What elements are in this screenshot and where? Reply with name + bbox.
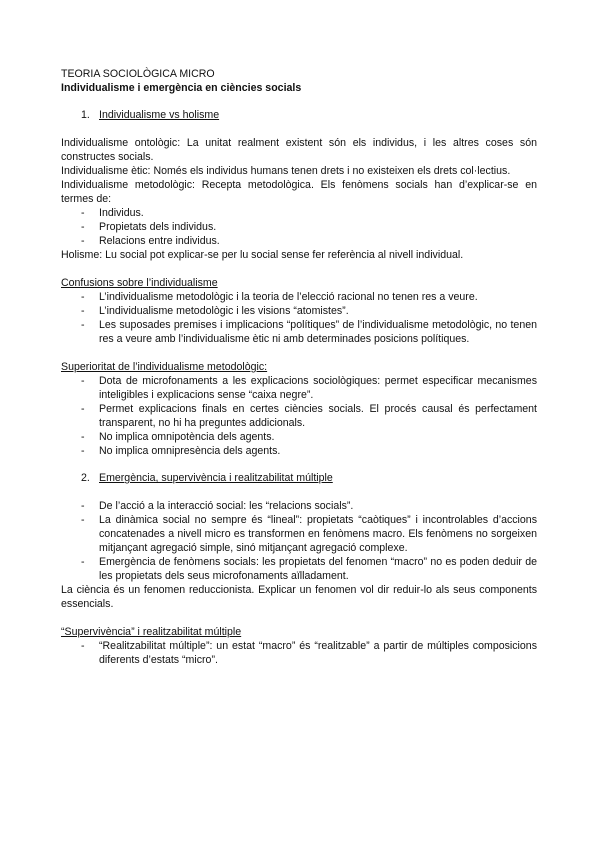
realitzabilitat-list <box>61 639 537 667</box>
list-item: - Dota de microfonaments a les explicacions sociològiques: permet especificar mecanismes inteligibles i explicacions sense “caixa negre”. <box>61 374 537 402</box>
list-item: - No implica omnipotència dels agents. <box>61 430 537 444</box>
confusions-list <box>61 290 537 346</box>
section-1-number: 1. <box>81 109 90 121</box>
document-subtitle: Individualisme i emergència en ciències socials <box>61 82 302 94</box>
list-item: - Relacions entre individus. <box>61 234 537 248</box>
list-item: - L’individualisme metodològic i les visions “atomistes”. <box>61 304 537 318</box>
metodologic-list <box>61 206 537 248</box>
list-item: - De l’acció a la interacció social: les “relacions socials”. <box>61 499 537 513</box>
list-item: - Propietats dels individus. <box>61 220 537 234</box>
list-item: - La dinàmica social no sempre és “lineal”: propietats “caòtiques” i incontrolables d’accions concatenades a nivell micro es transformen en fenòmens macro. Els fenòmens no sorgeixen mitjançant agregació simple, sinó mitjançant agregació complexe. <box>61 513 537 555</box>
section-2-number: 2. <box>81 472 90 484</box>
confusions-heading: Confusions sobre l’individualisme <box>61 277 218 289</box>
list-item: - Les suposades premises i implicacions “polítiques” de l’individualisme metodològic, no tenen res a veure amb l’individualisme ètic ni amb determinades posicions polítiques. <box>61 318 537 346</box>
superioritat-heading: Superioritat de l’individualisme metodològic: <box>61 361 268 373</box>
section-2-title: Emergència, supervivència i realitzabilitat múltiple <box>99 472 333 484</box>
list-item: - No implica omnipresència dels agents. <box>61 444 537 458</box>
list-item: - Individus. <box>61 206 537 220</box>
paragraph-holisme: Holisme: Lu social pot explicar-se per lu social sense fer referència al nivell individual. <box>61 249 464 261</box>
section-2-heading <box>61 471 537 485</box>
paragraph-reduccionisme: La ciència és un fenomen reduccionista. Explicar un fenomen vol dir reduir-lo als seus components essencials. <box>61 584 537 610</box>
list-item: - “Realitzabilitat múltiple”: un estat “macro” és “realitzable” a partir de múltiples composicions diferents d’estats “micro”. <box>61 639 537 667</box>
section-1-title: Individualisme vs holisme <box>99 109 220 121</box>
course-title: TEORIA SOCIOLÒGICA MICRO <box>61 68 215 80</box>
list-item: - Permet explicacions finals en certes ciències socials. El procés causal és perfectament transparent, no hi ha preguntes addicionals. <box>61 402 537 430</box>
paragraph-etic: Individualisme ètic: Només els individus humans tenen drets i no existeixen els drets col·lectius. <box>61 165 511 177</box>
document-page <box>61 67 537 667</box>
list-item: - L’individualisme metodològic i la teoria de l’elecció racional no tenen res a veure. <box>61 290 537 304</box>
section-1-heading <box>61 108 537 122</box>
realitzabilitat-heading: “Supervivència” i realitzabilitat múltiple <box>61 626 242 638</box>
list-item: - Emergència de fenòmens socials: les propietats del fenomen “macro” no es poden deduir de les propietats dels seus microfonaments aïlladament. <box>61 555 537 583</box>
emergencia-list <box>61 499 537 583</box>
paragraph-metodologic: Individualisme metodològic: Recepta metodològica. Els fenòmens socials han d’explicar-se en termes de: <box>61 179 537 205</box>
superioritat-list <box>61 374 537 458</box>
paragraph-ontologic: Individualisme ontològic: La unitat realment existent són els individus, i les altres coses són constructes socials. <box>61 137 537 163</box>
